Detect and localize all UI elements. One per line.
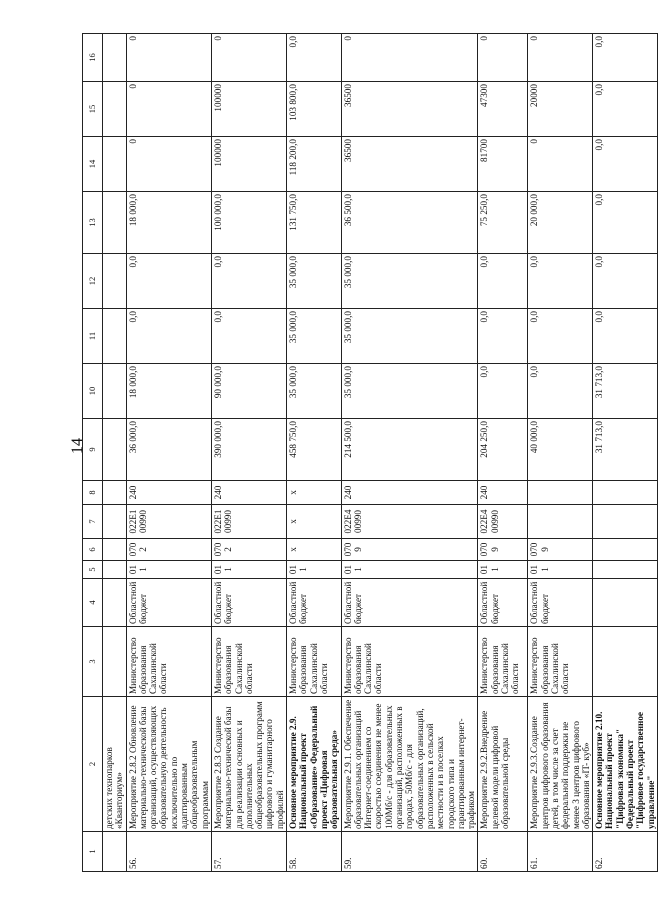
empty-cell	[103, 539, 127, 561]
code-grbs: 011	[287, 561, 341, 579]
amount-year-4: 100 000,0	[211, 192, 286, 254]
table-row	[478, 34, 528, 872]
rotated-table-wrapper	[82, 34, 656, 872]
amount-year-7: 0	[126, 34, 211, 82]
amount-year-5: 36500	[341, 137, 478, 192]
empty-cell	[103, 34, 127, 82]
amount-year-7: 0	[211, 34, 286, 82]
header-cell: 4	[83, 579, 103, 627]
responsible-executor: Министерство образования Сахалинской области	[126, 627, 211, 697]
empty-cell	[103, 82, 127, 137]
header-cell: 13	[83, 192, 103, 254]
empty-cell	[103, 481, 127, 505]
header-row	[83, 34, 103, 872]
amount-year-1: 18 000,0	[126, 364, 211, 419]
code-target: х	[287, 505, 341, 539]
code-target: 022Е4 00990	[478, 505, 528, 539]
total-amount: 214 500,0	[341, 419, 478, 481]
empty-cell	[103, 192, 127, 254]
amount-year-1: 90 000,0	[211, 364, 286, 419]
page-number: 14	[69, 438, 86, 454]
total-amount: 36 000,0	[126, 419, 211, 481]
responsible-executor: Министерство образования Сахалинской области	[287, 627, 341, 697]
table-body	[126, 34, 657, 872]
code-grbs: 011	[126, 561, 211, 579]
code-expense-type: 240	[211, 481, 286, 505]
amount-year-3: 0,0	[593, 254, 658, 309]
responsible-executor: Министерство образования Сахалинской области	[478, 627, 528, 697]
measure-name: Мероприятие 2.8.2 Обновление материально-технической базы организаций, осуществляющих образовательную деятельность исключительно по адаптированным общеобразовательным программам	[126, 697, 211, 832]
measure-name: Мероприятие 2.9.1. Обеспечение образовательных организаций Интернет-соединением со скоростью соединения не менее 100Мб/с - для образовательных организаций, расположенных в городах, 50Мб/с - для образовательных организаций, расположенных в сельской местности и в поселках городского типа и гарантированным интернет-трафиком	[341, 697, 478, 832]
amount-year-6: 100000	[211, 82, 286, 137]
empty-cell	[103, 579, 127, 627]
amount-year-2: 0,0	[528, 309, 593, 364]
amount-year-6: 103 800,0	[287, 82, 341, 137]
funding-source: Областной бюджет	[126, 579, 211, 627]
code-target	[593, 505, 658, 539]
funding-source: Областной бюджет	[528, 579, 593, 627]
empty-cell	[103, 832, 127, 872]
header-cell: 15	[83, 82, 103, 137]
header-cell: 12	[83, 254, 103, 309]
code-section: 070 9	[528, 539, 593, 561]
amount-year-4: 18 000,0	[126, 192, 211, 254]
responsible-executor	[593, 627, 658, 697]
amount-year-5: 81700	[478, 137, 528, 192]
amount-year-4: 20 000,0	[528, 192, 593, 254]
table-row	[593, 34, 658, 872]
amount-year-4: 75 250,0	[478, 192, 528, 254]
amount-year-7: 0,0	[593, 34, 658, 82]
code-expense-type: 240	[126, 481, 211, 505]
header-cell: 10	[83, 364, 103, 419]
table-row	[287, 34, 341, 872]
funding-source: Областной бюджет	[211, 579, 286, 627]
total-amount: 31 713,0	[593, 419, 658, 481]
total-amount: 458 750,0	[287, 419, 341, 481]
amount-year-7: 0	[528, 34, 593, 82]
code-expense-type: 240	[341, 481, 478, 505]
amount-year-3: 0,0	[478, 254, 528, 309]
empty-cell	[103, 254, 127, 309]
header-cell: 5	[83, 561, 103, 579]
code-grbs: 011	[528, 561, 593, 579]
measure-name: Мероприятие 2.9.3.Создание центров цифрового образования детей, в том числе за счет федеральной поддержки не менее 3 центров цифрового образования «IT- куб»	[528, 697, 593, 832]
amount-year-7: 0,0	[287, 34, 341, 82]
measure-name: Мероприятие 2.8.3 Создание материально-технической базы для реализации основных и дополнительных общеобразовательных программ цифрового и гуманитарного профилей	[211, 697, 286, 832]
empty-cell	[103, 364, 127, 419]
table-row	[528, 34, 593, 872]
amount-year-5: 100000	[211, 137, 286, 192]
amount-year-4: 131 750,0	[287, 192, 341, 254]
header-cell: 8	[83, 481, 103, 505]
amount-year-2: 0,0	[126, 309, 211, 364]
budget-table	[82, 33, 658, 872]
code-target	[528, 505, 593, 539]
funding-source: Областной бюджет	[478, 579, 528, 627]
total-amount: 390 000,0	[211, 419, 286, 481]
header-cell: 9	[83, 419, 103, 481]
table-row	[341, 34, 478, 872]
amount-year-3: 0,0	[528, 254, 593, 309]
row-number: 57.	[211, 832, 286, 872]
row-number: 56.	[126, 832, 211, 872]
measure-name: Основное мероприятие 2.9. Национальный проект «Образование» Федеральный проект «Цифровая образовательная среда»	[287, 697, 341, 832]
code-section: х	[287, 539, 341, 561]
empty-cell	[103, 137, 127, 192]
amount-year-2: 35 000,0	[341, 309, 478, 364]
code-grbs	[593, 561, 658, 579]
amount-year-3: 0,0	[126, 254, 211, 309]
table-row	[211, 34, 286, 872]
row-number: 59.	[341, 832, 478, 872]
amount-year-7: 0	[341, 34, 478, 82]
code-expense-type: 240	[478, 481, 528, 505]
amount-year-2: 0,0	[478, 309, 528, 364]
code-target: 022Е4 00990	[341, 505, 478, 539]
row-number: 58.	[287, 832, 341, 872]
code-grbs: 011	[478, 561, 528, 579]
row-number: 62.	[593, 832, 658, 872]
amount-year-5: 0,0	[593, 137, 658, 192]
amount-year-5: 118 200,0	[287, 137, 341, 192]
header-cell: 7	[83, 505, 103, 539]
code-section	[593, 539, 658, 561]
amount-year-6: 0	[126, 82, 211, 137]
header-cell: 2	[83, 697, 103, 832]
row-number: 61.	[528, 832, 593, 872]
code-expense-type: х	[287, 481, 341, 505]
code-target: 022Е1 00990	[126, 505, 211, 539]
measure-name: Мероприятие 2.9.2.Внедрение целевой модели цифровой образовательной среды	[478, 697, 528, 832]
code-expense-type	[593, 481, 658, 505]
continuation-row	[103, 34, 127, 872]
code-grbs: 011	[211, 561, 286, 579]
amount-year-7: 0	[478, 34, 528, 82]
header-cell: 14	[83, 137, 103, 192]
funding-source	[593, 579, 658, 627]
funding-source: Областной бюджет	[287, 579, 341, 627]
empty-cell	[103, 309, 127, 364]
row-number: 60.	[478, 832, 528, 872]
responsible-executor: Министерство образования Сахалинской области	[341, 627, 478, 697]
amount-year-2: 35 000,0	[287, 309, 341, 364]
amount-year-4: 0,0	[593, 192, 658, 254]
code-section: 070 2	[126, 539, 211, 561]
responsible-executor: Министерство образования Сахалинской области	[211, 627, 286, 697]
amount-year-3: 35 000,0	[341, 254, 478, 309]
total-amount: 204 250,0	[478, 419, 528, 481]
amount-year-6: 0,0	[593, 82, 658, 137]
empty-cell	[103, 561, 127, 579]
amount-year-2: 0,0	[211, 309, 286, 364]
code-section: 070 2	[211, 539, 286, 561]
amount-year-5: 0	[126, 137, 211, 192]
empty-cell	[103, 627, 127, 697]
code-section: 070 9	[341, 539, 478, 561]
code-grbs: 011	[341, 561, 478, 579]
empty-cell	[103, 505, 127, 539]
amount-year-1: 35 000,0	[341, 364, 478, 419]
amount-year-6: 36500	[341, 82, 478, 137]
code-expense-type	[528, 481, 593, 505]
amount-year-1: 0,0	[478, 364, 528, 419]
continuation-text: детских технопарков «Кванториум»	[103, 697, 127, 832]
code-target: 022Е1 00990	[211, 505, 286, 539]
responsible-executor: Министерство образования Сахалинской области	[528, 627, 593, 697]
amount-year-5: 0	[528, 137, 593, 192]
funding-source: Областной бюджет	[341, 579, 478, 627]
amount-year-1: 35 000,0	[287, 364, 341, 419]
amount-year-3: 0,0	[211, 254, 286, 309]
amount-year-4: 36 500,0	[341, 192, 478, 254]
amount-year-3: 35 000,0	[287, 254, 341, 309]
code-section: 070 9	[478, 539, 528, 561]
header-cell: 3	[83, 627, 103, 697]
amount-year-6: 47300	[478, 82, 528, 137]
header-cell: 1	[83, 832, 103, 872]
table-row	[126, 34, 211, 872]
total-amount: 40 000,0	[528, 419, 593, 481]
amount-year-2: 0,0	[593, 309, 658, 364]
amount-year-6: 20000	[528, 82, 593, 137]
empty-cell	[103, 419, 127, 481]
measure-name: Основное мероприятие 2.10. Национальный проект "Цифровая экономика" Федеральный проект "Цифровое государственное управление"	[593, 697, 658, 832]
header-cell: 6	[83, 539, 103, 561]
header-cell: 16	[83, 34, 103, 82]
amount-year-1: 31 713,0	[593, 364, 658, 419]
amount-year-1: 0,0	[528, 364, 593, 419]
header-cell: 11	[83, 309, 103, 364]
